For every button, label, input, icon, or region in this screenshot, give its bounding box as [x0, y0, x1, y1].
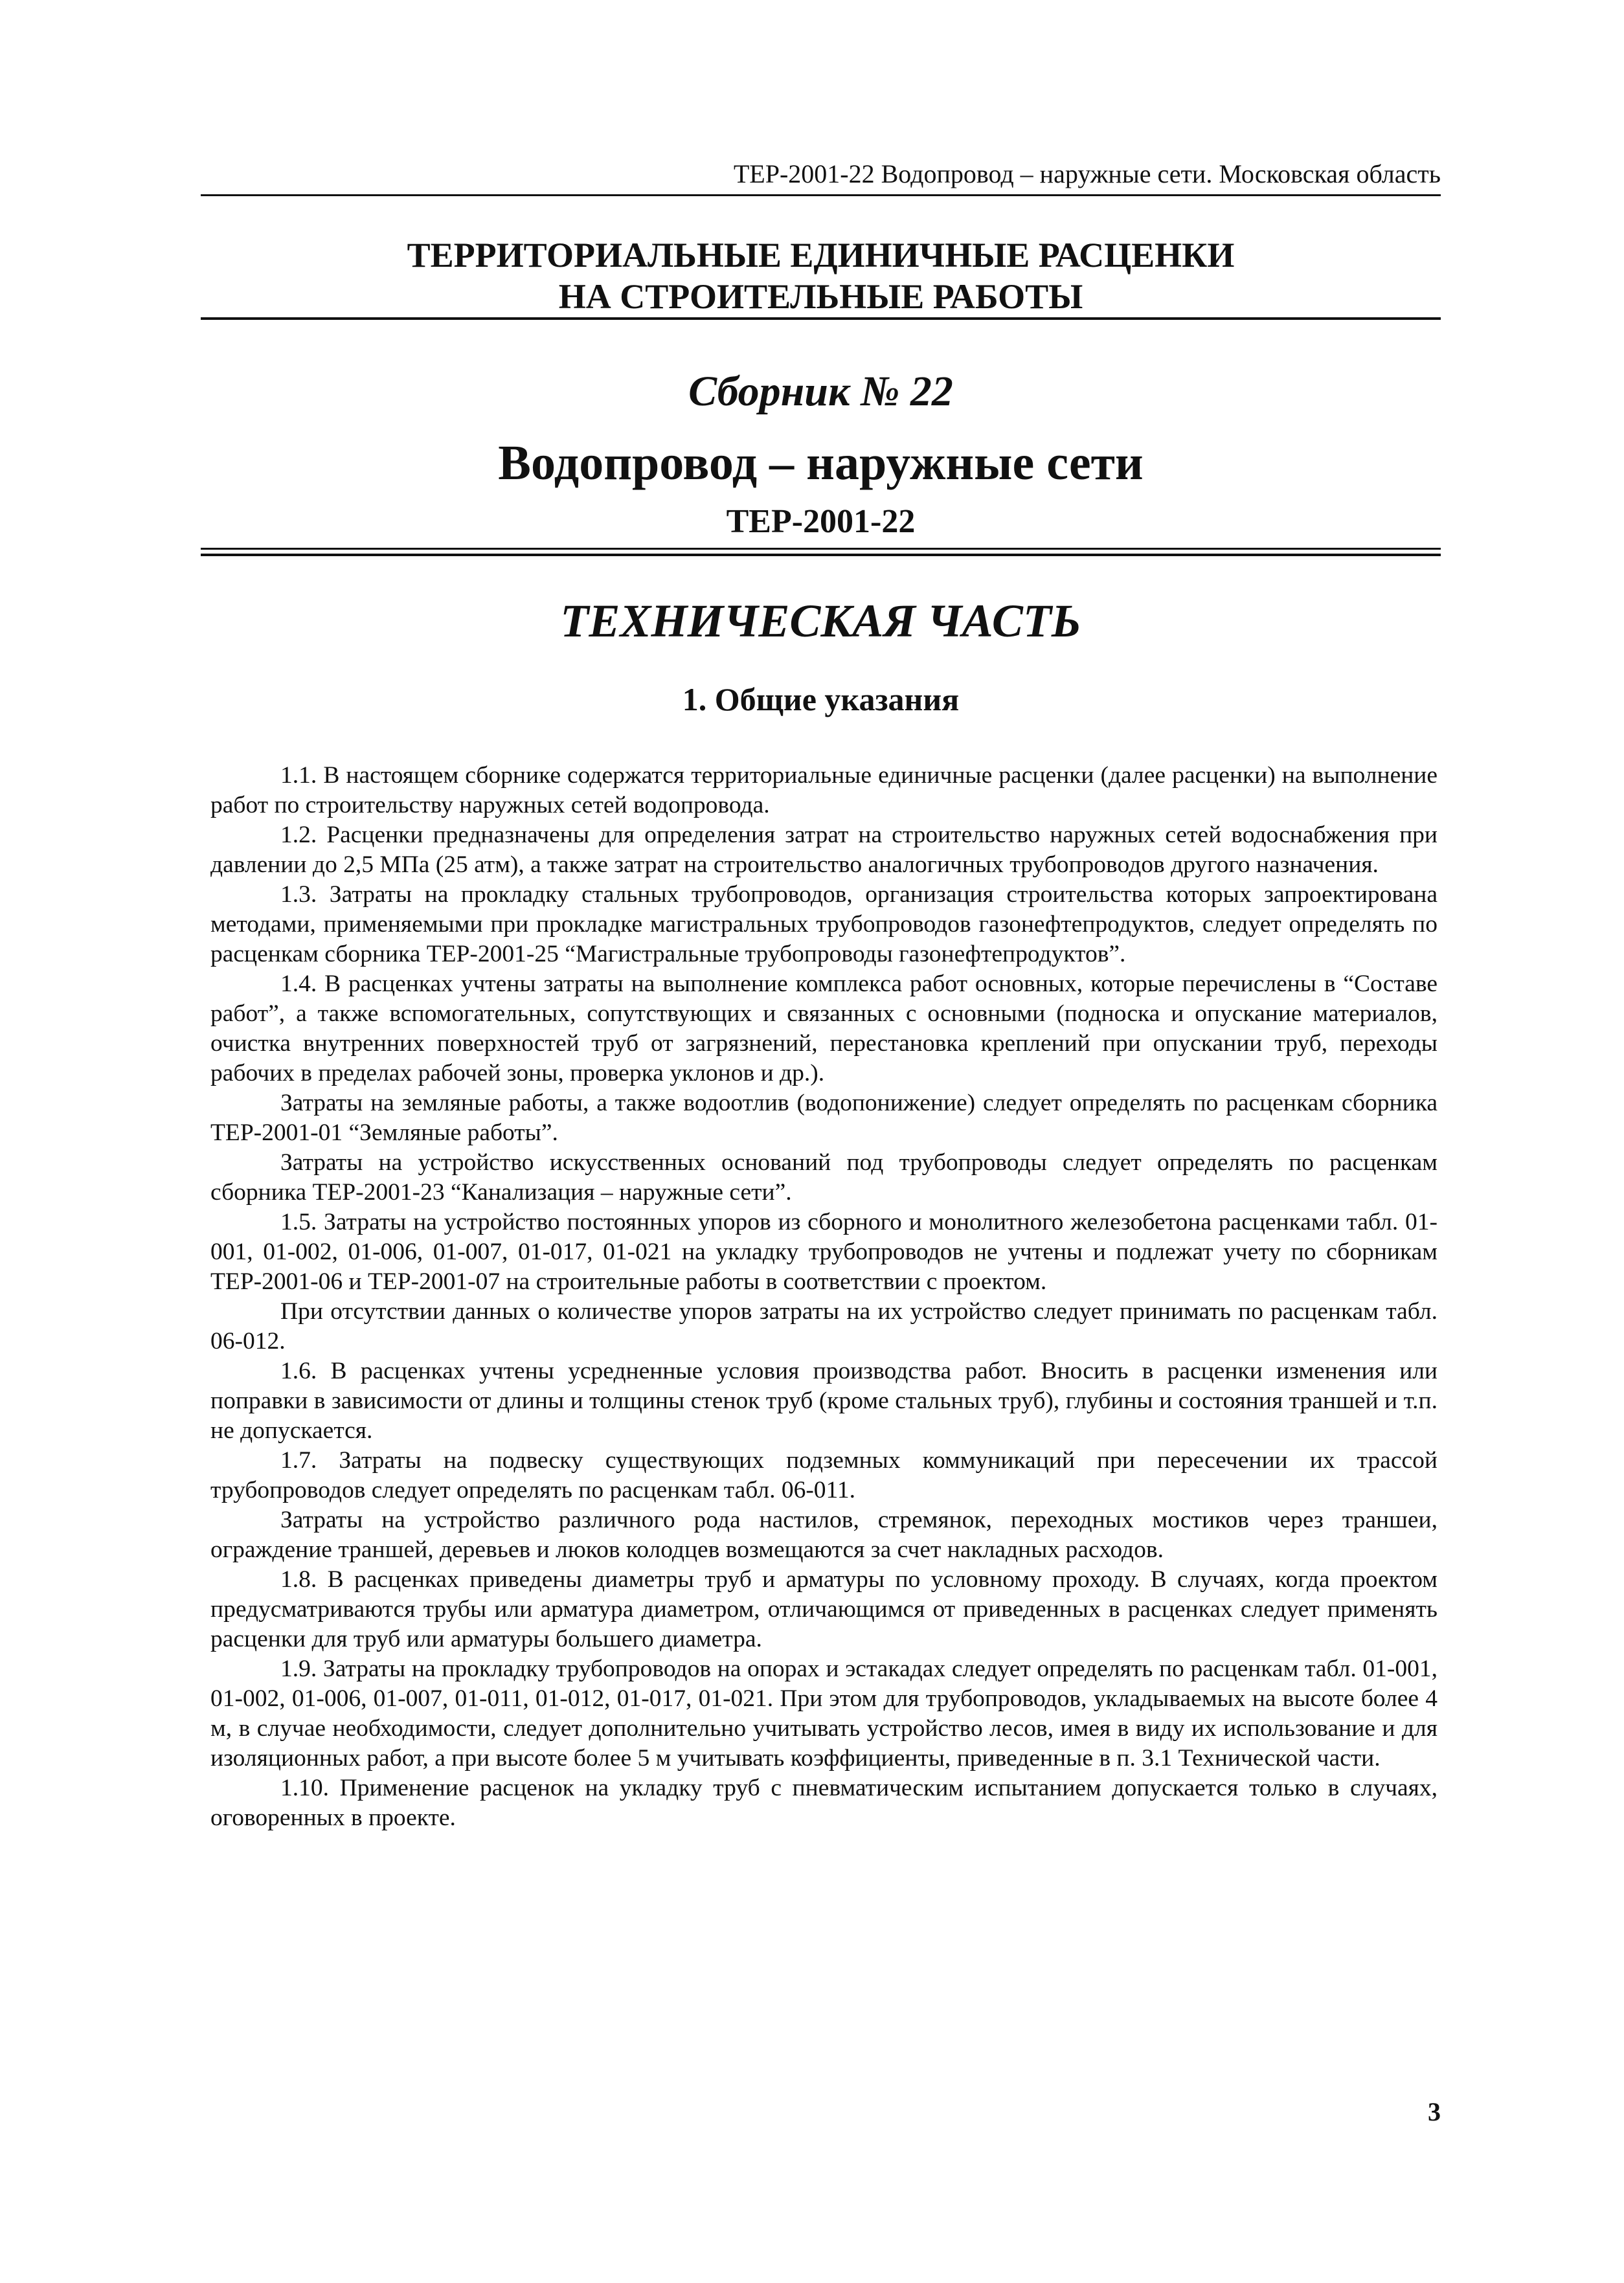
title-rule [201, 317, 1441, 320]
double-rule [201, 548, 1441, 556]
paragraph: 1.10. Применение расценок на укладку труб с пневматическим испытанием допускается только в случаях, оговоренных в проекте. [210, 1775, 1438, 1831]
paragraph: 1.9. Затраты на прокладку трубопроводов на опорах и эстакадах следует определять по расценкам табл. 01-001, 01-002, 01-006, 01-007, 01-011, 01-012, 01-017, 01-021. При этом для трубопроводов, укладываемых на высоте более 4 м, в случае необходимости, следует дополнительно учитывать устройство лесов, имея в виду их использование и для изоляционных работ, а при высоте более 5 м учитывать коэффициенты, приведенные в п. 3.1 Технической части. [210, 1656, 1438, 1771]
main-title [201, 234, 1441, 317]
paragraph: 1.2. Расценки предназначены для определения затрат на строительство наружных сетей водоснабжения при давлении до 2,5 МПа (25 атм), а также затрат на строительство аналогичных трубопроводов другого назначения. [210, 822, 1438, 878]
main-title-line-1: ТЕРРИТОРИАЛЬНЫЕ ЕДИНИЧНЫЕ РАСЦЕНКИ [407, 236, 1235, 275]
paragraph: 1.5. Затраты на устройство постоянных упоров из сборного и монолитного железобетона расценками табл. 01-001, 01-002, 01-006, 01-007, 01-017, 01-021 на укладку трубопроводов не учтены и подлежат учету по сборникам ТЕР-2001-06 и ТЕР-2001-07 на строительные работы в соответствии с проектом. [210, 1209, 1438, 1295]
running-header: ТЕР-2001-22 Водопровод – наружные сети. Московская область [733, 159, 1441, 188]
paragraph: 1.7. Затраты на подвеску существующих подземных коммуникаций при пересечении их трассой трубопроводов следует определять по расценкам табл. 06-011. [210, 1447, 1438, 1503]
paragraph: 1.4. В расценках учтены затраты на выполнение комплекса работ основных, которые перечислены в “Составе работ”, а также вспомогательных, сопутствующих и связанных с основными (подноска и опускание материалов, очистка внутренних поверхностей труб от загрязнений, перестановка креплений при опускании труб, переходы рабочих в пределах рабочей зоны, проверка уклонов и др.). [210, 971, 1438, 1086]
collection-name: Водопровод – наружные сети [498, 436, 1144, 490]
paragraph: 1.6. В расценках учтены усредненные условия производства работ. Вносить в расценки изменения или поправки в зависимости от длины и толщины стенок труб (кроме стальных труб), глубины и состояния траншей и т.п. не допускается. [210, 1358, 1438, 1444]
paragraph: 1.1. В настоящем сборнике содержатся территориальные единичные расценки (далее расценки) на выполнение работ по строительству наружных сетей водопровода. [210, 762, 1438, 818]
header-rule [201, 194, 1441, 196]
main-title-line-2: НА СТРОИТЕЛЬНЫЕ РАБОТЫ [558, 277, 1083, 316]
paragraph: При отсутствии данных о количестве упоров затраты на их устройство следует принимать по расценкам табл. 06-012. [210, 1298, 1438, 1355]
collection-number: Сборник № 22 [688, 368, 953, 415]
paragraph: Затраты на устройство различного рода настилов, стремянок, переходных мостиков через траншеи, ограждение траншей, деревьев и люков колодцев возмещаются за счет накладных расходов. [210, 1507, 1438, 1563]
paragraph: Затраты на земляные работы, а также водоотлив (водопонижение) следует определять по расценкам сборника ТЕР-2001-01 “Земляные работы”. [210, 1090, 1438, 1146]
page-number: 3 [1428, 2097, 1441, 2126]
body-text [210, 761, 1438, 1833]
paragraph: 1.3. Затраты на прокладку стальных трубопроводов, организация строительства которых запроектирована методами, применяемыми при прокладке магистральных трубопроводов газонефтепродуктов, следует определять по расценкам сборника ТЕР-2001-25 “Магистральные трубопроводы газонефтепродуктов”. [210, 881, 1438, 967]
subsection-title: 1. Общие указания [682, 681, 960, 717]
paragraph: Затраты на устройство искусственных оснований под трубопроводы следует определять по расценкам сборника ТЕР-2001-23 “Канализация – наружные сети”. [210, 1149, 1438, 1206]
paragraph: 1.8. В расценках приведены диаметры труб и арматуры по условному проходу. В случаях, когда проектом предусматриваются трубы или арматура диаметром, отличающимся от приведенных в расценках следует применять расценки для труб или арматуры большего диаметра. [210, 1566, 1438, 1652]
section-title: ТЕХНИЧЕСКАЯ ЧАСТЬ [560, 595, 1081, 647]
collection-code: ТЕР-2001-22 [726, 503, 916, 540]
